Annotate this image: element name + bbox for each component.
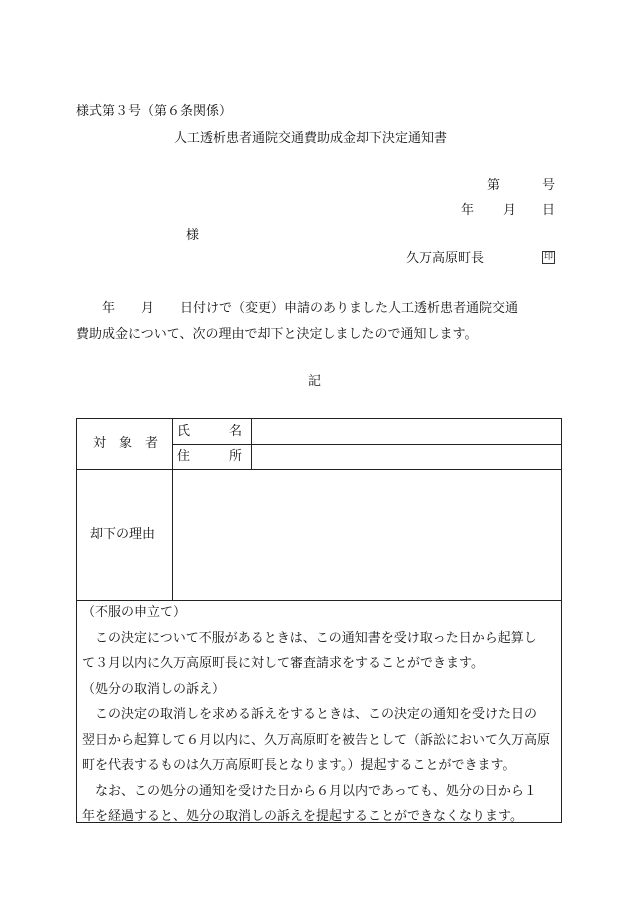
seal-mark: 印 bbox=[543, 252, 553, 262]
appeal-text-line: て３月以内に久万高原町長に対して審査請求をすることができます。 bbox=[82, 656, 484, 671]
lawsuit-text-line: 町を代表するものは久万高原町長となります。）提起することができます。 bbox=[82, 758, 516, 773]
ki-marker: 記 bbox=[308, 374, 322, 389]
subject-label: 対 象 者 bbox=[93, 436, 159, 451]
reason-label: 却下の理由 bbox=[90, 527, 156, 542]
deadline-text-line: 年を経過すると、処分の取消しの訴えを提起することができなくなります。 bbox=[82, 809, 523, 824]
date-month: 月 bbox=[503, 203, 517, 218]
lawsuit-heading: （処分の取消しの訴え） bbox=[82, 681, 226, 697]
lawsuit-text-line: この決定の取消しを求める訴えをするときは、この決定の通知を受けた日の bbox=[82, 707, 538, 722]
body-paragraph bbox=[76, 296, 562, 348]
date-year: 年 bbox=[461, 203, 475, 218]
document-title: 人工透析患者通院交通費助成金却下決定通知書 bbox=[174, 131, 448, 146]
body-line-2: 費助成金について、次の理由で却下と決定しましたので通知します。 bbox=[76, 327, 478, 342]
appeal-heading: （不服の申立て） bbox=[82, 605, 187, 620]
date-day: 日 bbox=[542, 203, 556, 218]
appeal-text-line: この決定について不服があるときは、この通知書を受け取った日から起算し bbox=[82, 630, 537, 646]
body-line-1: 年 月 日付けで（変更）申請のありました人工透析患者通院交通 bbox=[76, 301, 519, 316]
recipient-honorific: 様 bbox=[186, 228, 200, 243]
deadline-text-line: なお、この処分の通知を受けた日から６月以内であっても、処分の日から１ bbox=[82, 783, 537, 799]
sender-title: 久万高原町長 bbox=[406, 251, 485, 266]
lawsuit-text-line: 翌日から起算して６月以内に、久万高原町を被告として（訴訟において久万高原 bbox=[82, 732, 551, 748]
form-number: 様式第３号（第６条関係） bbox=[76, 104, 233, 119]
appeal-notes bbox=[82, 600, 560, 830]
document-number-suffix: 号 bbox=[542, 178, 556, 193]
document-number-prefix: 第 bbox=[487, 178, 501, 193]
name-label: 氏 名 bbox=[177, 424, 243, 439]
address-label: 住 所 bbox=[177, 449, 243, 464]
